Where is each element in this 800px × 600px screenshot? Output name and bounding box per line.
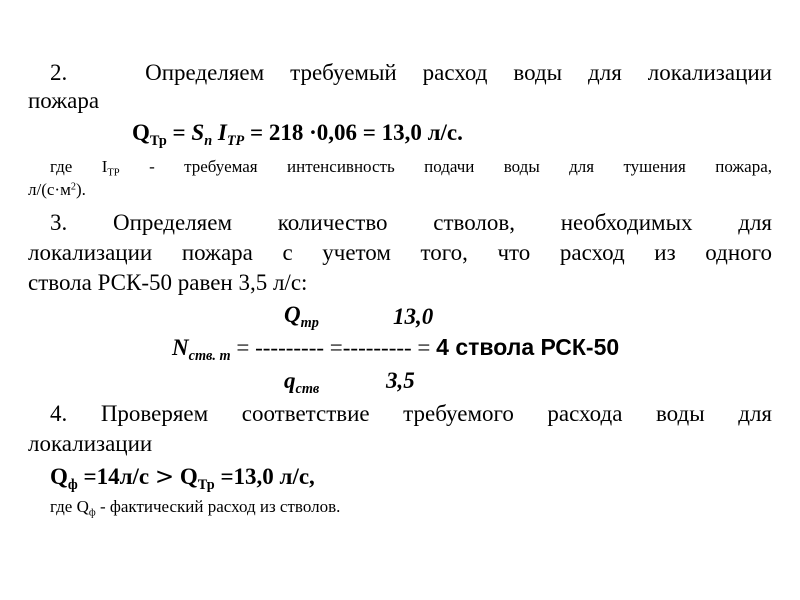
section2-line2: пожара [28, 88, 100, 113]
section2-number: 2. [50, 60, 68, 85]
section2-formula: $Q_{Тр} = S_п$ $I_{ТР} = 218 \cdot 0,06 = 13,0$ л/с. [132, 120, 463, 149]
fraction-numerator-symbol: $Q_{тр}$ [284, 302, 319, 331]
section3-line3: ствола РСК-50 равен 3,5 л/с: [28, 270, 308, 295]
fraction-denominator-symbol: $q_{ств}$ [284, 368, 320, 397]
section4-check: $Q_ф =14л/с > Q_{Тр} =13,0$ л/с, [50, 464, 315, 493]
fraction-numerator-value: 13,0 [393, 304, 434, 329]
section2-note-line1: где $I_{ТР}$ - требуемая интенсивность подачи воды для тушения пожара, [50, 157, 772, 179]
section4-note: где $Q_ф$ - фактический расход из стволов. [50, 497, 341, 519]
section4-line1: 4. Проверяем соответствие требуемого расхода воды для [50, 401, 772, 426]
section3-line2: локализации пожара с учетом того, что расход из одного [28, 240, 772, 265]
fraction-line: $N_{ств. т}$ = --------- =--------- = 4 ствола РСК-50 [172, 334, 620, 364]
greater-than-sign: > [154, 464, 175, 490]
fraction-denominator-value: 3,5 [386, 368, 415, 393]
fraction-result: 4 ствола РСК-50 [436, 334, 620, 360]
section2-note-line2: $л/(с\cdot м^2)$. [28, 180, 86, 199]
section4-line2: локализации [28, 431, 153, 456]
section2-text-line1: Определяем требуемый расход воды для локализации [145, 60, 772, 85]
section3-line1: 3. Определяем количество стволов, необходимых для [50, 210, 772, 235]
section2-line1 [28, 60, 772, 86]
